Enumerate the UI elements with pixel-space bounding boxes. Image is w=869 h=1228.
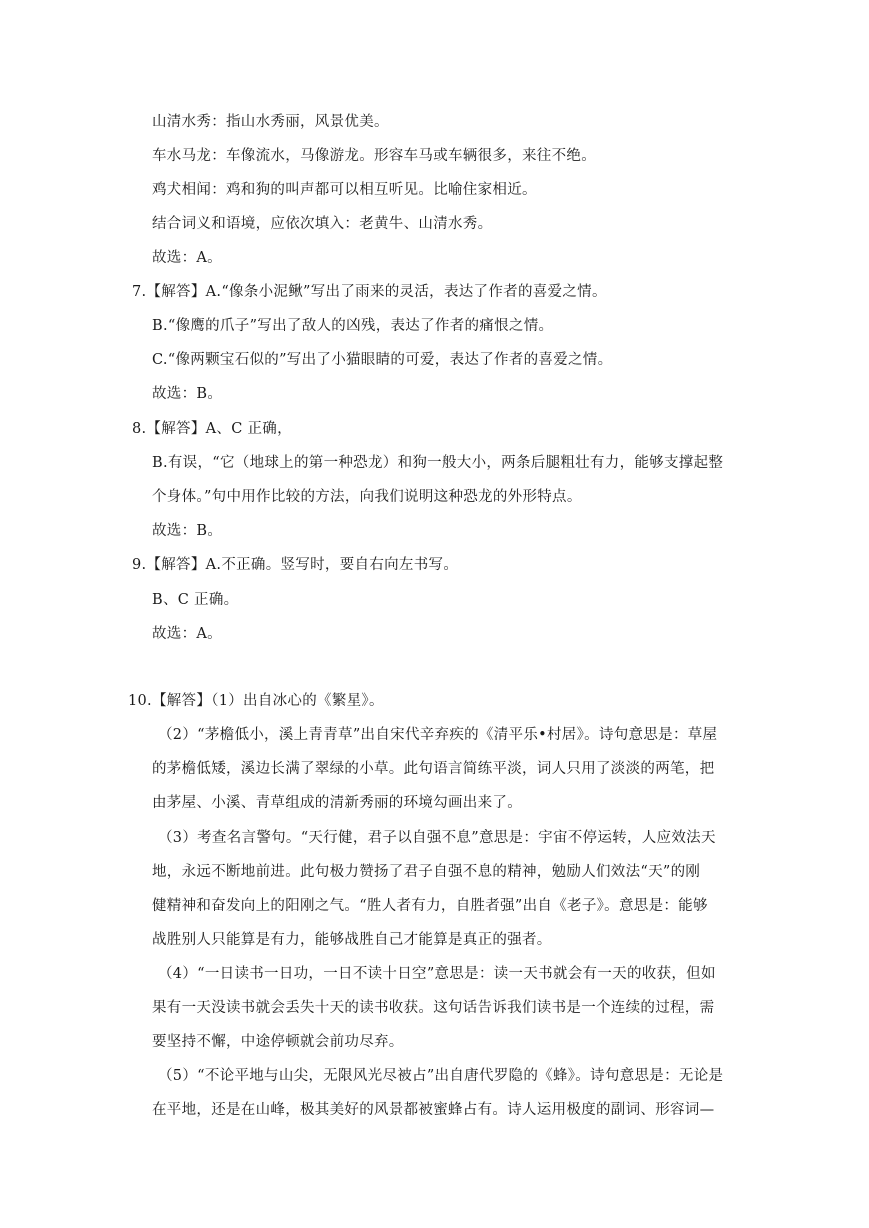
text-line: 由茅屋、小溪、青草组成的清新秀丽的环境勾画出来了。 [152, 795, 522, 811]
text-line: 要坚持不懈，中途停顿就会前功尽弃。 [152, 1034, 404, 1050]
text-line: 的茅檐低矮，溪边长满了翠绿的小草。此句语言简练平淡，词人只用了淡淡的两笔，把 [152, 761, 715, 777]
text-line: 果有一天没读书就会丢失十天的读书收获。这句话告诉我们读书是一个连续的过程，需 [152, 1000, 715, 1016]
answer-8: 8.【解答】A、C 正确， [132, 421, 292, 437]
text-line: 故选：B。 [152, 386, 223, 402]
text-line: 故选：A。 [152, 250, 222, 266]
text-line: 山清水秀：指山水秀丽，风景优美。 [152, 114, 389, 130]
text-line: C.“像两颗宝石似的”写出了小猫眼睛的可爱，表达了作者的喜爱之情。 [152, 352, 613, 368]
text-line: 健精神和奋发向上的阳刚之气。“胜人者有力，自胜者强”出自《老子》。意思是：能够 [152, 898, 708, 914]
text-line: 鸡犬相闻：鸡和狗的叫声都可以相互听见。比喻住家相近。 [152, 182, 537, 198]
text-line: （3）考查名言警句。“天行健，君子以自强不息”意思是：宇宙不停运转，人应效法天 [158, 830, 716, 846]
answer-7: 7.【解答】A.“像条小泥鳅”写出了雨来的灵活，表达了作者的喜爱之情。 [132, 284, 607, 300]
text-line: B.“像鹰的爪子”写出了敌人的凶残，表达了作者的痛恨之情。 [152, 318, 554, 334]
text-line: 车水马龙：车像流水，马像游龙。形容车马或车辆很多，来往不绝。 [152, 148, 596, 164]
text-line: 结合词义和语境，应依次填入：老黄牛、山清水秀。 [152, 216, 493, 232]
text-line: （5）“不论平地与山尖，无限风光尽被占”出自唐代罗隐的《蜂》。诗句意思是：无论是 [158, 1068, 724, 1084]
text-line: 在平地，还是在山峰，极其美好的风景都被蜜蜂占有。诗人运用极度的副词、形容词— [152, 1102, 715, 1118]
answer-10: 10.【解答】（1）出自冰心的《繁星》。 [128, 693, 384, 709]
text-line: B、C 正确。 [152, 592, 239, 608]
text-line: 故选：A。 [152, 626, 222, 642]
text-line: （2）“茅檐低小，溪上青青草”出自宋代辛弃疾的《清平乐•村居》。诗句意思是：草屋 [158, 727, 718, 743]
answer-9: 9.【解答】A.不正确。竖写时，要自右向左书写。 [132, 557, 459, 573]
text-line: B.有误，“它（地球上的第一种恐龙）和狗一般大小，两条后腿粗壮有力，能够支撑起整 [152, 455, 724, 471]
text-line: 地，永远不断地前进。此句极力赞扬了君子自强不息的精神，勉励人们效法“天”的刚 [152, 864, 701, 880]
text-line: 故选：B。 [152, 523, 223, 539]
text-line: 战胜别人只能算是有力，能够战胜自己才能算是真正的强者。 [152, 932, 552, 948]
text-line: （4）“一日读书一日功，一日不读十日空”意思是：读一天书就会有一天的收获，但如 [158, 966, 716, 982]
text-line: 个身体。”句中用作比较的方法，向我们说明这种恐龙的外形特点。 [152, 489, 582, 505]
